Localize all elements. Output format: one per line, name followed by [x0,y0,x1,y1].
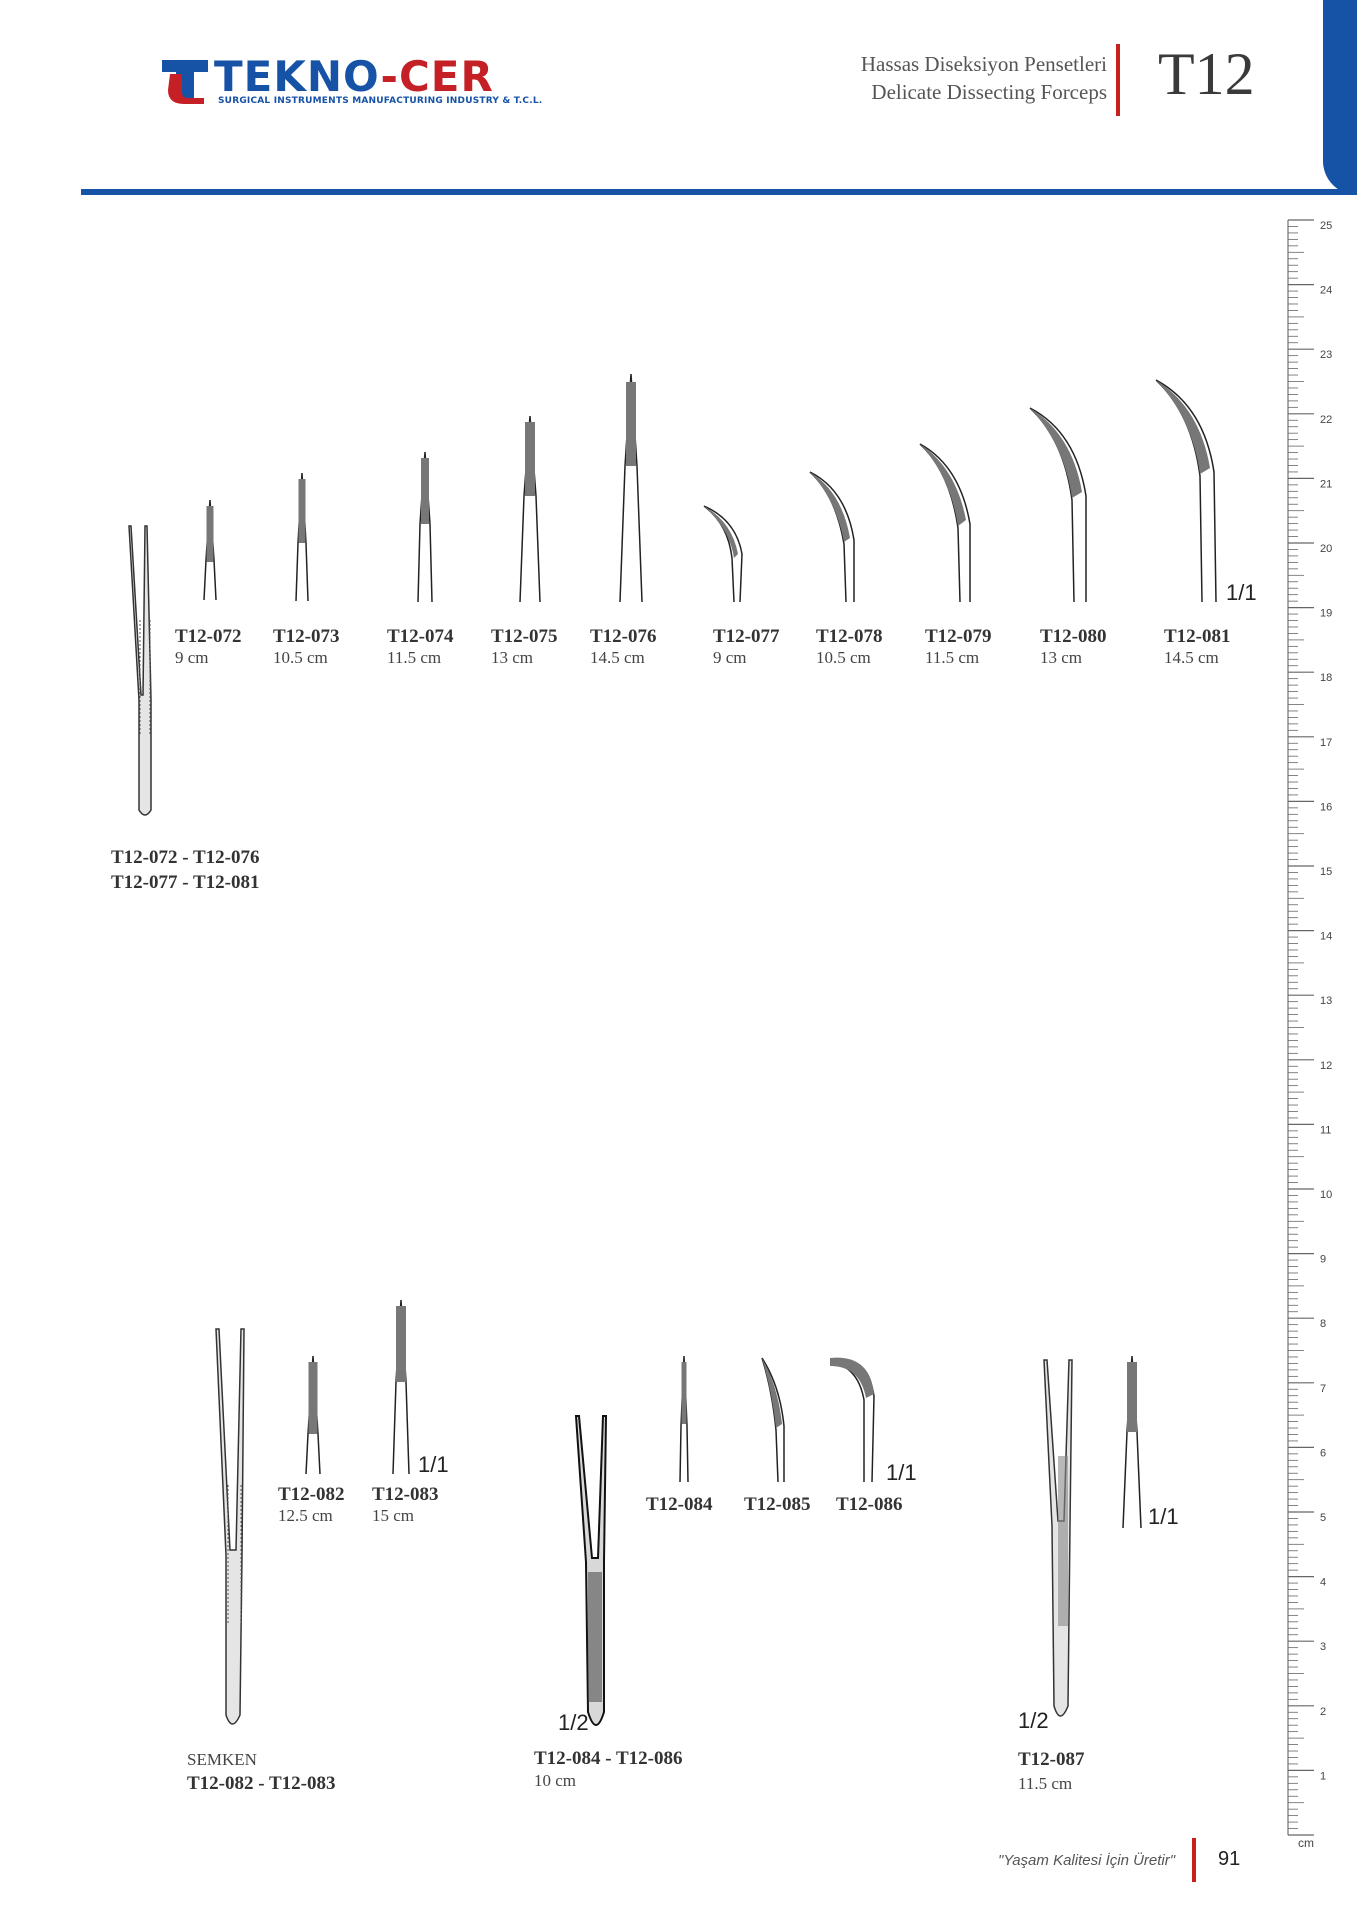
forceps-full-t12-084-086 [572,1412,612,1738]
item-size: 15 cm [372,1506,415,1525]
item-code: T12-078 [816,626,883,647]
item-code: T12-082 [278,1484,345,1505]
ruler-number: 6 [1320,1447,1327,1460]
item-size: 9 cm [713,648,747,667]
scale-label-group2: 1/1 [418,1452,449,1477]
brand-tagline: SURGICAL INSTRUMENTS MANUFACTURING INDUSTRY & T.C.L. [218,96,543,106]
brand-name-part1: TEKNO [214,52,381,101]
tip-straight-t12-075 [518,416,542,602]
item-size: 14.5 cm [1164,648,1219,667]
group3-size: 10 cm [534,1771,577,1790]
item-t12-084-code: T12-084 [646,1494,713,1515]
item-t12-072 [175,626,242,668]
item-size: 11.5 cm [925,648,980,667]
ruler-number: 3 [1320,1641,1327,1654]
ruler-number: 2 [1320,1705,1327,1718]
item-size: 11.5 cm [387,648,442,667]
ruler-number: 12 [1320,1059,1333,1072]
ruler-number: 21 [1320,478,1333,491]
item-code: T12-074 [387,626,454,647]
group3-caption [534,1748,682,1792]
item-code: T12-080 [1040,626,1107,647]
tip-curved-t12-080 [1026,404,1094,602]
forceps-full-view-1 [125,520,155,820]
tip-t12-084 [678,1356,690,1482]
group1-line2: T12-077 - T12-081 [111,872,260,893]
brand-name-part2: -CER [380,52,494,101]
ruler-number: 19 [1320,607,1333,620]
ruler-number: 15 [1320,866,1333,878]
ruler-number: 22 [1320,413,1333,426]
tip-curved-t12-078 [806,468,862,602]
tip-straight-t12-073 [294,473,310,602]
ruler-number: 25 [1320,220,1333,232]
item-t12-076 [590,626,657,668]
footer-divider [1192,1838,1196,1882]
item-size: 9 cm [175,648,209,667]
group2-brand: SEMKEN [187,1750,257,1769]
item-size: 13 cm [491,648,534,667]
section-code: T12 [1158,41,1255,107]
item-t12-074 [387,626,454,668]
group2-range: T12-082 - T12-083 [187,1773,336,1794]
item-code: T12-072 [175,626,242,647]
ruler-number: 1 [1320,1770,1327,1783]
tip-t12-086 [828,1356,880,1482]
ruler-number: 18 [1320,672,1333,685]
header-divider [1116,44,1120,116]
item-t12-087 [1018,1748,1085,1796]
ruler-number: 8 [1320,1318,1327,1331]
header-titles [861,50,1107,106]
group1-range [111,845,259,895]
page-number: 91 [1218,1848,1241,1870]
item-code: T12-081 [1164,626,1231,647]
tip-curved-t12-077 [700,502,750,602]
ruler-number: 4 [1320,1576,1327,1589]
item-t12-079 [925,626,992,668]
ruler-number: 10 [1320,1189,1333,1201]
ruler-number: 16 [1320,801,1333,814]
item-size: 10.5 cm [273,648,328,667]
ruler-number: 14 [1320,930,1333,943]
tip-t12-083 [390,1300,412,1474]
cm-ruler [1286,218,1346,1840]
item-t12-085-code: T12-085 [744,1494,811,1515]
item-t12-075 [491,626,558,668]
tip-curved-t12-079 [916,440,978,602]
ruler-number: 13 [1320,995,1333,1008]
ruler-number: 20 [1320,543,1333,555]
ruler-unit: cm [1298,1836,1314,1850]
ruler-number: 11 [1320,1124,1332,1137]
scale-label-group3-tips: 1/1 [886,1460,917,1485]
item-t12-083 [372,1484,439,1526]
item-size: 11.5 cm [1018,1774,1073,1793]
tip-straight-t12-072 [202,500,218,602]
item-code: T12-077 [713,626,780,647]
scale-label-group3-full: 1/2 [558,1710,589,1735]
item-t12-082 [278,1484,345,1526]
item-t12-077 [713,626,780,668]
item-code: T12-073 [273,626,340,647]
scale-label-row1: 1/1 [1226,580,1257,605]
tip-t12-085 [760,1356,790,1482]
ruler-number: 9 [1320,1253,1327,1266]
tip-curved-t12-081 [1152,376,1224,602]
scale-label-group4-tip: 1/1 [1148,1504,1179,1529]
item-size: 12.5 cm [278,1506,333,1525]
ruler-number: 24 [1320,284,1333,297]
item-code: T12-083 [372,1484,439,1505]
forceps-full-t12-087 [1038,1356,1078,1728]
group2-caption [187,1748,335,1796]
item-t12-078 [816,626,883,668]
item-code: T12-087 [1018,1749,1085,1770]
ruler-number: 23 [1320,349,1333,362]
ruler-number: 7 [1320,1382,1327,1395]
item-t12-086-code: T12-086 [836,1494,903,1515]
item-t12-073 [273,626,340,668]
corner-decoration [1323,0,1357,195]
item-code: T12-076 [590,626,657,647]
item-code: T12-075 [491,626,558,647]
title-turkish: Hassas Diseksiyon Pensetleri [860,52,1107,76]
logo-mark-icon [160,56,210,106]
group1-line1: T12-072 - T12-076 [111,847,260,868]
item-code: T12-079 [925,626,992,647]
item-size: 14.5 cm [590,648,645,667]
group3-range: T12-084 - T12-086 [534,1748,683,1769]
item-size: 13 cm [1040,648,1083,667]
item-t12-080 [1040,626,1107,668]
semken-forceps-full [210,1325,250,1735]
title-english: Delicate Dissecting Forceps [871,80,1107,104]
tip-t12-087 [1120,1356,1144,1528]
scale-label-group4-full: 1/2 [1018,1708,1049,1733]
ruler-number: 5 [1320,1512,1327,1524]
header-rule [81,189,1357,195]
tip-t12-082 [303,1356,323,1474]
tip-straight-t12-074 [416,452,434,602]
item-size: 10.5 cm [816,648,871,667]
item-t12-081 [1164,626,1231,668]
tip-straight-t12-076 [618,374,644,602]
footer-quote: "Yaşam Kalitesi İçin Üretir" [998,1852,1176,1869]
ruler-number: 17 [1320,736,1333,749]
